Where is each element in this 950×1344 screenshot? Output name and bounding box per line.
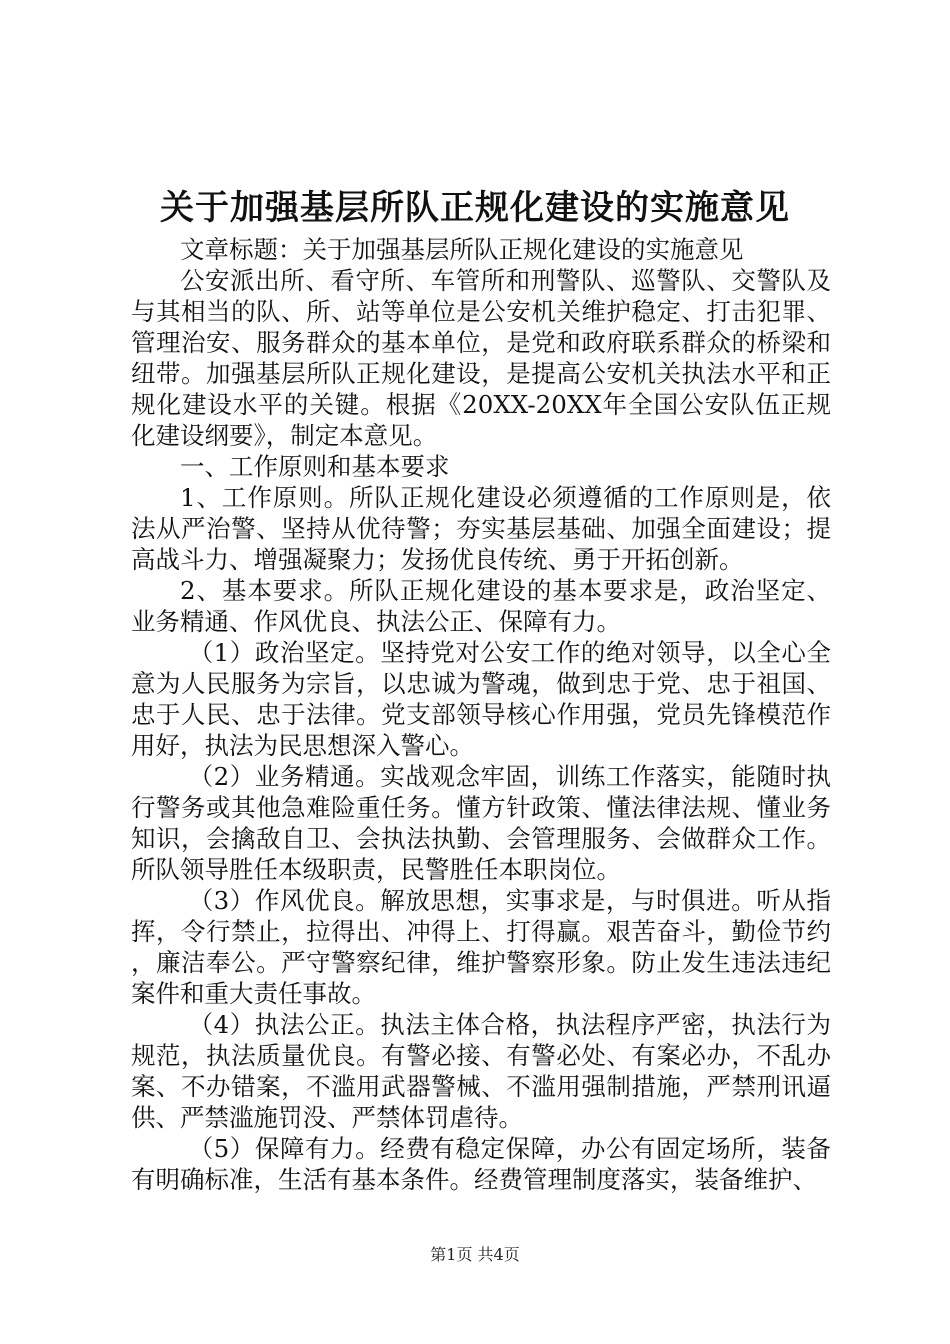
page-number: 第1页: [430, 1245, 473, 1264]
requirement-item-4: （4）执法公正。执法主体合格，执法程序严密，执法行为规范，执法质量优良。有警必接、有警必处、有案必办，不乱办案、不办错案，不滥用武器警械、不滥用强制措施，严禁刑讯逼供、严禁滥施罚没、严禁体罚虐待。: [131, 1010, 831, 1132]
requirements-paragraph: 2、基本要求。所队正规化建设的基本要求是，政治坚定、业务精通、作风优良、执法公正、保障有力。: [131, 576, 831, 636]
page-total: 共4页: [477, 1245, 520, 1264]
principle-paragraph: 1、工作原则。所队正规化建设必须遵循的工作原则是，依法从严治警、坚持从优待警；夯实基层基础、加强全面建设；提高战斗力、增强凝聚力；发扬优良传统、勇于开拓创新。: [131, 483, 831, 574]
requirement-item-3: （3）作风优良。解放思想，实事求是，与时俱进。听从指挥，令行禁止，拉得出、冲得上、打得赢。艰苦奋斗，勤俭节约，廉洁奉公。严守警察纪律，维护警察形象。防止发生违法违纪案件和重大责任事故。: [131, 886, 831, 1008]
requirement-item-1: （1）政治坚定。坚持党对公安工作的绝对领导，以全心全意为人民服务为宗旨，以忠诚为警魂，做到忠于党、忠于祖国、忠于人民、忠于法律。党支部领导核心作用强，党员先锋模范作用好，执法为民思想深入警心。: [131, 638, 831, 760]
requirement-item-2: （2）业务精通。实战观念牢固，训练工作落实，能随时执行警务或其他急难险重任务。懂方针政策、懂法律法规、懂业务知识，会擒敌自卫、会执法执勤、会管理服务、会做群众工作。所队领导胜任本级职责，民警胜任本职岗位。: [131, 762, 831, 884]
document-title: 关于加强基层所队正规化建设的实施意见: [160, 188, 790, 228]
document-body: [131, 234, 831, 1195]
requirement-item-5: （5）保障有力。经费有稳定保障，办公有固定场所，装备有明确标准，生活有基本条件。经费管理制度落实，装备维护、: [131, 1134, 831, 1194]
section-heading: 一、工作原则和基本要求: [180, 452, 450, 481]
intro-paragraph: 公安派出所、看守所、车管所和刑警队、巡警队、交警队及与其相当的队、所、站等单位是公安机关维护稳定、打击犯罪、管理治安、服务群众的基本单位，是党和政府联系群众的桥梁和纽带。加强基层所队正规化建设，是提高公安机关执法水平和正规化建设水平的关键。根据《20XX-20XX年全国公安队伍正规化建设纲要》，制定本意见。: [131, 266, 831, 450]
page-footer: [0, 1245, 950, 1265]
article-heading-line: 文章标题：关于加强基层所队正规化建设的实施意见: [180, 235, 744, 264]
